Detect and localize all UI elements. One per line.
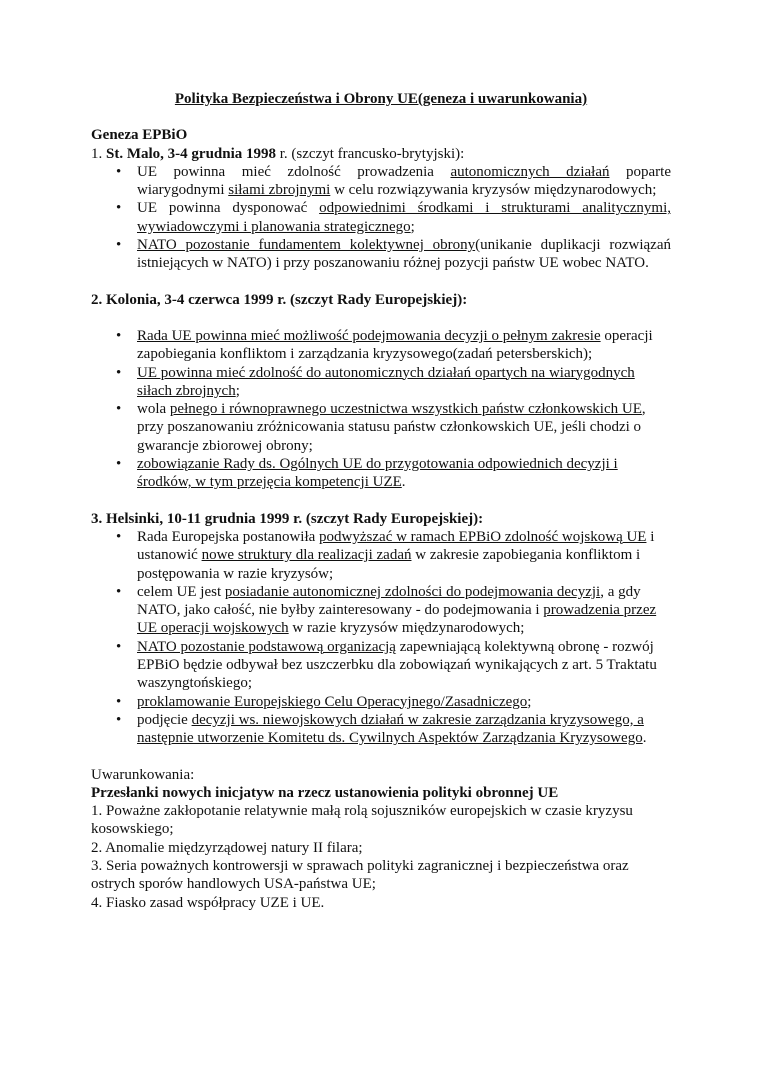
list-item: • podjęcie decyzji ws. niewojskowych działań w zakresie zarządzania kryzysowego, a następnie utworzenie Komitetu ds. Cywilnych Aspektów Zarządzania Kryzysowego. [91,711,671,748]
list-item: • zobowiązanie Rady ds. Ogólnych UE do przygotowania odpowiednich decyzji i środków, w tym przejęcia kompetencji UZE. [91,455,671,492]
uwarunkowania-heading: Przesłanki nowych inicjatyw na rzecz ustanowienia polityki obronnej UE [91,784,559,801]
section-1-heading: 1. St. Malo, 3-4 grudnia 1998 r. (szczyt francusko-brytyjski): [91,145,465,162]
uwarunkowania-item: 3. Seria poważnych kontrowersji w sprawach polityki zagranicznej i bezpieczeństwa oraz ostrych sporów handlowych USA-państwa UE; [91,857,629,893]
document-title: Polityka Bezpieczeństwa i Obrony UE(geneza i uwarunkowania) [174,91,588,107]
list-item: • Rada UE powinna mieć możliwość podejmowania decyzji o pełnym zakresie operacji zapobiegania konfliktom i zarządzania kryzysowego(zadań petersberskich); [91,327,671,364]
list-item: • Rada Europejska postanowiła podwyższać w ramach EPBiO zdolność wojskową UE i ustanowić nowe struktury dla realizacji zadań w zakresie zapobiegania konfliktom i postępowania w razie kryzysów; [91,528,671,583]
uwarunkowania-label: Uwarunkowania: [91,766,195,783]
section-2-list [91,327,671,492]
section-2-heading: 2. Kolonia, 3-4 czerwca 1999 r. (szczyt Rady Europejskiej): [91,291,468,308]
section-3-heading: 3. Helsinki, 10-11 grudnia 1999 r. (szczyt Rady Europejskiej): [91,510,484,527]
section-heading-geneza: Geneza EPBiO [91,127,188,144]
uwarunkowania-item: 4. Fiasko zasad współpracy UZE i UE. [91,894,325,911]
list-item: • wola pełnego i równoprawnego uczestnictwa wszystkich państw członkowskich UE, przy poszanowaniu zróżnicowania statusu państw członkowskich UE, jeśli chodzi o gwarancje zbiorowej obrony; [91,400,671,455]
list-item: • NATO pozostanie podstawową organizacją zapewniającą kolektywną obronę - rozwój EPBiO będzie odbywał bez uszczerbku dla zobowiązań wynikających z art. 5 Traktatu waszyngtońskiego; [91,638,671,693]
list-item: • UE powinna mieć zdolność do autonomicznych działań opartych na wiarygodnych siłach zbrojnych; [91,364,671,401]
section-3-list [91,528,671,748]
document-page [91,90,671,912]
list-item: • NATO pozostanie fundamentem kolektywnej obrony(unikanie duplikacji rozwiązań istniejących w NATO) i przy poszanowaniu różnej pozycji państw UE wobec NATO. [91,236,671,273]
section-1-list [91,163,671,273]
uwarunkowania-item: 2. Anomalie międzyrządowej natury II filara; [91,839,363,856]
list-item: • UE powinna mieć zdolność prowadzenia autonomicznych działań poparte wiarygodnymi siłami zbrojnymi w celu rozwiązywania kryzysów międzynarodowych; [91,163,671,200]
uwarunkowania-item: 1. Poważne zakłopotanie relatywnie małą rolą sojuszników europejskich w czasie kryzysu kosowskiego; [91,803,633,838]
list-item: • UE powinna dysponować odpowiednimi środkami i strukturami analitycznymi, wywiadowczymi i planowania strategicznego; [91,199,671,236]
list-item: • proklamowanie Europejskiego Celu Operacyjnego/Zasadniczego; [91,693,671,711]
list-item: • celem UE jest posiadanie autonomicznej zdolności do podejmowania decyzji, a gdy NATO, jako całość, nie byłby zainteresowany - do podejmowania i prowadzenia przez UE operacji wojskowych w razie kryzysów międzynarodowych; [91,583,671,638]
section-1-label: St. Malo, 3-4 grudnia 1998 [106,145,277,162]
